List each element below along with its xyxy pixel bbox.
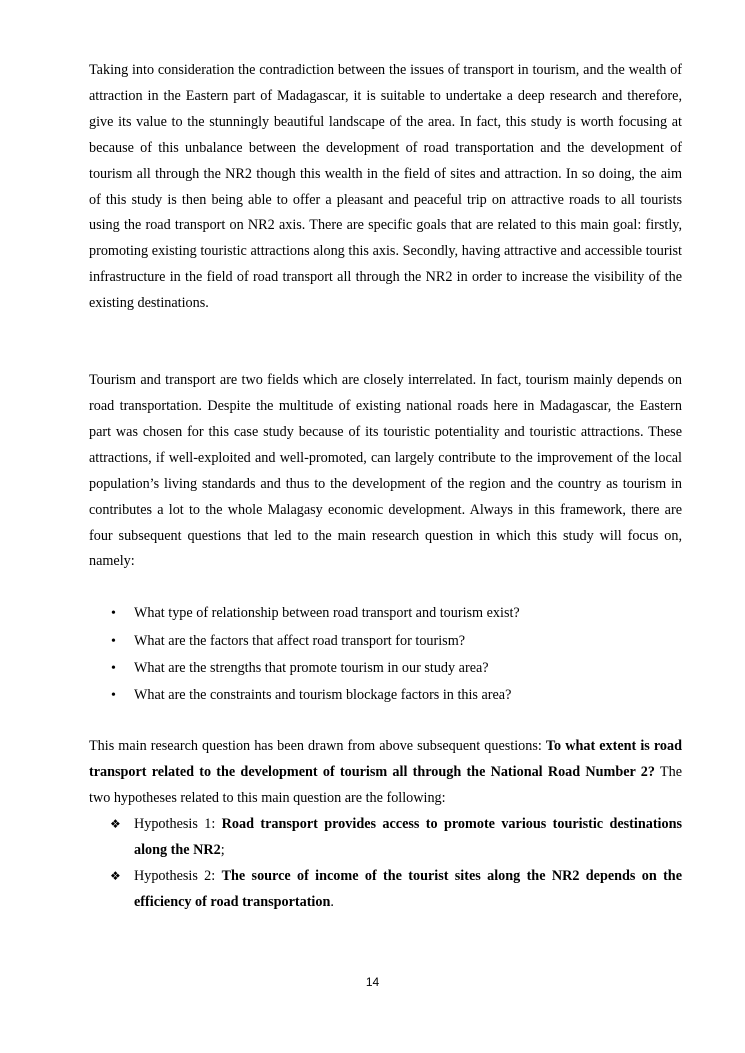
page-content — [89, 58, 682, 915]
hypothesis-statement: Road transport provides access to promote various touristic destinations along the NR2 — [134, 815, 682, 858]
paragraph-context: Tourism and transport are two fields which are closely interrelated. In fact, tourism mainly depends on road transportation. Despite the multitude of existing national roads here in Madagascar, the Eastern part was chosen for this case study because of its touristic potentiality and touristic attractions. These attractions, if well-exploited and well-promoted, can largely contribute to the improvement of the local population’s living standards and thus to the development of the region and the country as tourism in contributes a lot to the whole Malagasy economic development. Always in this framework, there are four subsequent questions that led to the main research question in which this study will focus on, namely: — [89, 372, 682, 570]
hypothesis-end: . — [330, 893, 334, 910]
bullet-icon: • — [111, 633, 116, 649]
list-item — [89, 682, 682, 709]
question-text: What are the strengths that promote tourism in our study area? — [134, 659, 489, 676]
list-item — [89, 628, 682, 655]
diamond-bullet-icon: ❖ — [110, 816, 121, 831]
hypothesis-item — [89, 812, 682, 864]
bullet-icon: • — [111, 660, 116, 676]
hypothesis-label: Hypothesis 2: — [134, 867, 222, 884]
hypotheses-list — [89, 812, 682, 916]
question-text: What type of relationship between road transport and tourism exist? — [134, 605, 520, 622]
hypothesis-label: Hypothesis 1: — [134, 815, 222, 832]
paragraph-intro: Taking into consideration the contradiction between the issues of transport in tourism, and the wealth of attraction in the Eastern part of Madagascar, it is suitable to undertake a deep research and therefore, give its value to the stunningly beautiful landscape of the area. In fact, this study is worth focusing at because of this unbalance between the development of road transportation and the development of tourism all through the NR2 though this wealth in the field of sites and attraction. In so doing, the aim of this study is then being able to offer a pleasant and peaceful trip on attractive roads to all tourists using the road transport on NR2 axis. There are specific goals that are related to this main goal: firstly, promoting existing touristic attractions along this axis. Secondly, having attractive and accessible tourist infrastructure in the field of road transport all through the NR2 in order to increase the visibility of the existing destinations. — [89, 62, 682, 312]
list-item — [89, 600, 682, 627]
main-research-question: To what extent is road transport related to the development of tourism all through the National Road Number 2? — [89, 738, 682, 781]
page-number: 14 — [365, 975, 380, 989]
hypothesis-end: ; — [220, 841, 225, 858]
main-question-outro: The two hypotheses related to this main question are the following: — [89, 764, 682, 806]
paragraph-main-question — [89, 734, 682, 812]
diamond-bullet-icon: ❖ — [110, 868, 121, 883]
question-text: What are the factors that affect road transport for tourism? — [134, 632, 466, 649]
list-item — [89, 655, 682, 682]
research-questions-list — [89, 600, 682, 709]
bullet-icon: • — [111, 606, 116, 622]
hypothesis-statement: The source of income of the tourist sites along the NR2 depends on the efficiency of road transportation — [134, 867, 682, 910]
hypothesis-item — [89, 864, 682, 916]
main-question-intro: This main research question has been drawn from above subsequent questions: — [89, 738, 546, 755]
bullet-icon: • — [111, 687, 116, 703]
question-text: What are the constraints and tourism blockage factors in this area? — [134, 686, 512, 703]
